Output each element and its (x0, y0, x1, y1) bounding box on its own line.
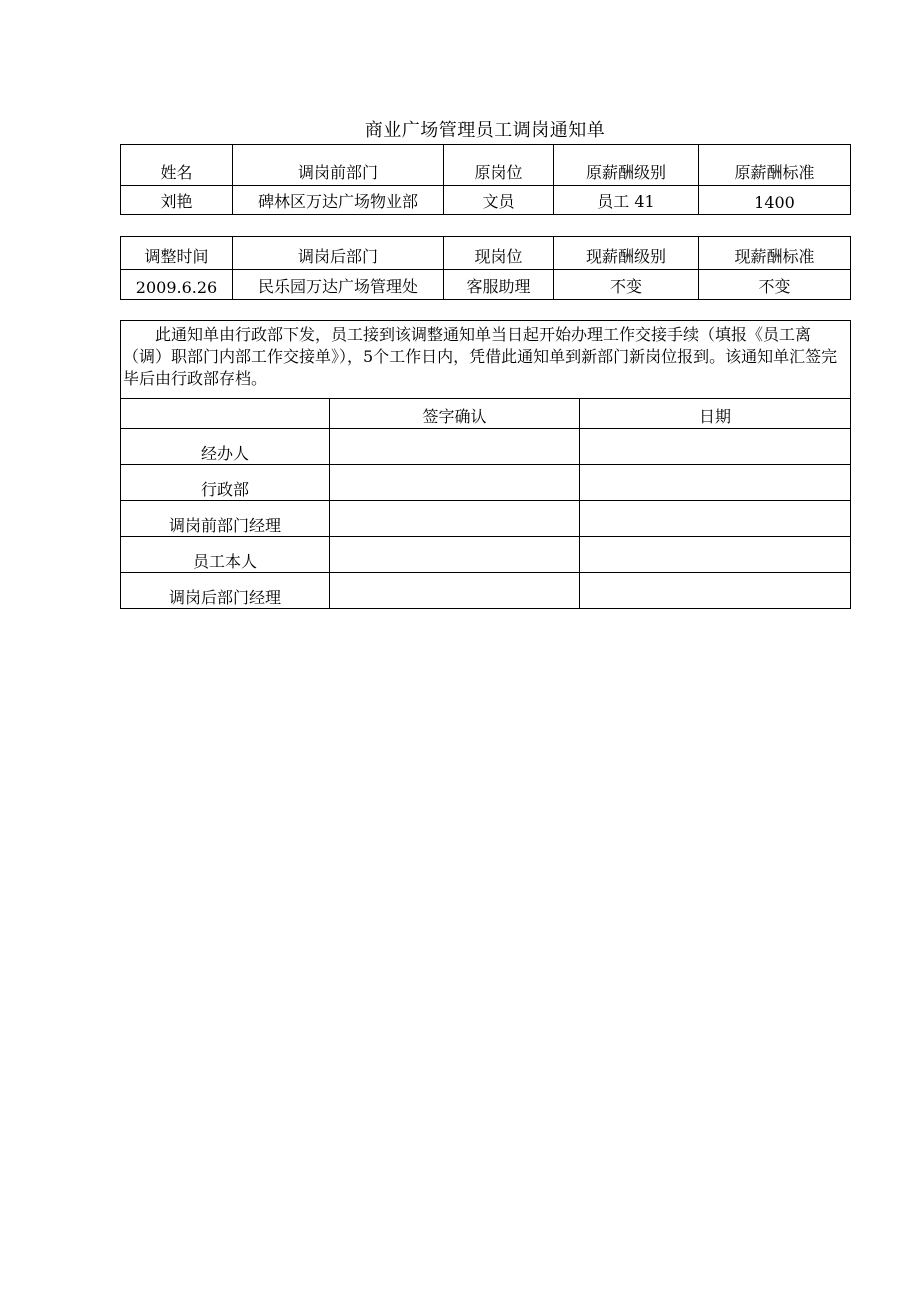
value-previous-department: 碑林区万达广场物业部 (233, 186, 444, 215)
header-current-salary-level: 现薪酬级别 (554, 237, 699, 270)
header-name: 姓名 (121, 145, 233, 186)
value-new-department: 民乐园万达广场管理处 (233, 270, 444, 300)
value-current-salary-standard: 不变 (699, 270, 851, 300)
value-adjust-date: 2009.6.26 (121, 270, 233, 300)
value-original-salary-standard: 1400 (699, 186, 851, 215)
header-signature: 签字确认 (330, 399, 580, 429)
value-original-post: 文员 (444, 186, 554, 215)
value-original-salary-level: 员工 41 (554, 186, 699, 215)
table-row (121, 429, 851, 465)
original-position-table (120, 144, 851, 215)
document-title: 商业广场管理员工调岗通知单 (364, 120, 606, 141)
value-current-post: 客服助理 (444, 270, 554, 300)
header-previous-department: 调岗前部门 (233, 145, 444, 186)
signoff-table (120, 320, 851, 609)
value-current-salary-level: 不变 (554, 270, 699, 300)
date-cell[interactable] (580, 429, 851, 465)
date-cell[interactable] (580, 501, 851, 537)
header-date: 日期 (580, 399, 851, 429)
header-original-salary-standard: 原薪酬标准 (699, 145, 851, 186)
table-row (121, 270, 851, 300)
signature-cell[interactable] (330, 501, 580, 537)
role-employee: 员工本人 (121, 537, 330, 573)
value-name: 刘艳 (121, 186, 233, 215)
table-header-row (121, 399, 851, 429)
date-cell[interactable] (580, 537, 851, 573)
signature-cell[interactable] (330, 429, 580, 465)
header-current-salary-standard: 现薪酬标准 (699, 237, 851, 270)
header-original-salary-level: 原薪酬级别 (554, 145, 699, 186)
header-current-post: 现岗位 (444, 237, 554, 270)
new-position-table (120, 236, 851, 300)
table-row (121, 537, 851, 573)
role-new-dept-manager: 调岗后部门经理 (121, 573, 330, 609)
role-previous-dept-manager: 调岗前部门经理 (121, 501, 330, 537)
date-cell[interactable] (580, 573, 851, 609)
signature-cell[interactable] (330, 573, 580, 609)
role-handler: 经办人 (121, 429, 330, 465)
header-new-department: 调岗后部门 (233, 237, 444, 270)
table-row (121, 501, 851, 537)
header-role (121, 399, 330, 429)
role-admin-dept: 行政部 (121, 465, 330, 501)
notice-text: 此通知单由行政部下发，员工接到该调整通知单当日起开始办理工作交接手续（填报《员工离（调）职部门内部工作交接单》），5个工作日内，凭借此通知单到新部门新岗位报到。该通知单汇签完毕后由行政部存档。 (121, 321, 851, 399)
signature-cell[interactable] (330, 537, 580, 573)
table-row (121, 465, 851, 501)
header-original-post: 原岗位 (444, 145, 554, 186)
notice-row (121, 321, 851, 399)
header-adjust-date: 调整时间 (121, 237, 233, 270)
table-header-row (121, 145, 851, 186)
table-row (121, 573, 851, 609)
signature-cell[interactable] (330, 465, 580, 501)
date-cell[interactable] (580, 465, 851, 501)
table-row (121, 186, 851, 215)
table-header-row (121, 237, 851, 270)
